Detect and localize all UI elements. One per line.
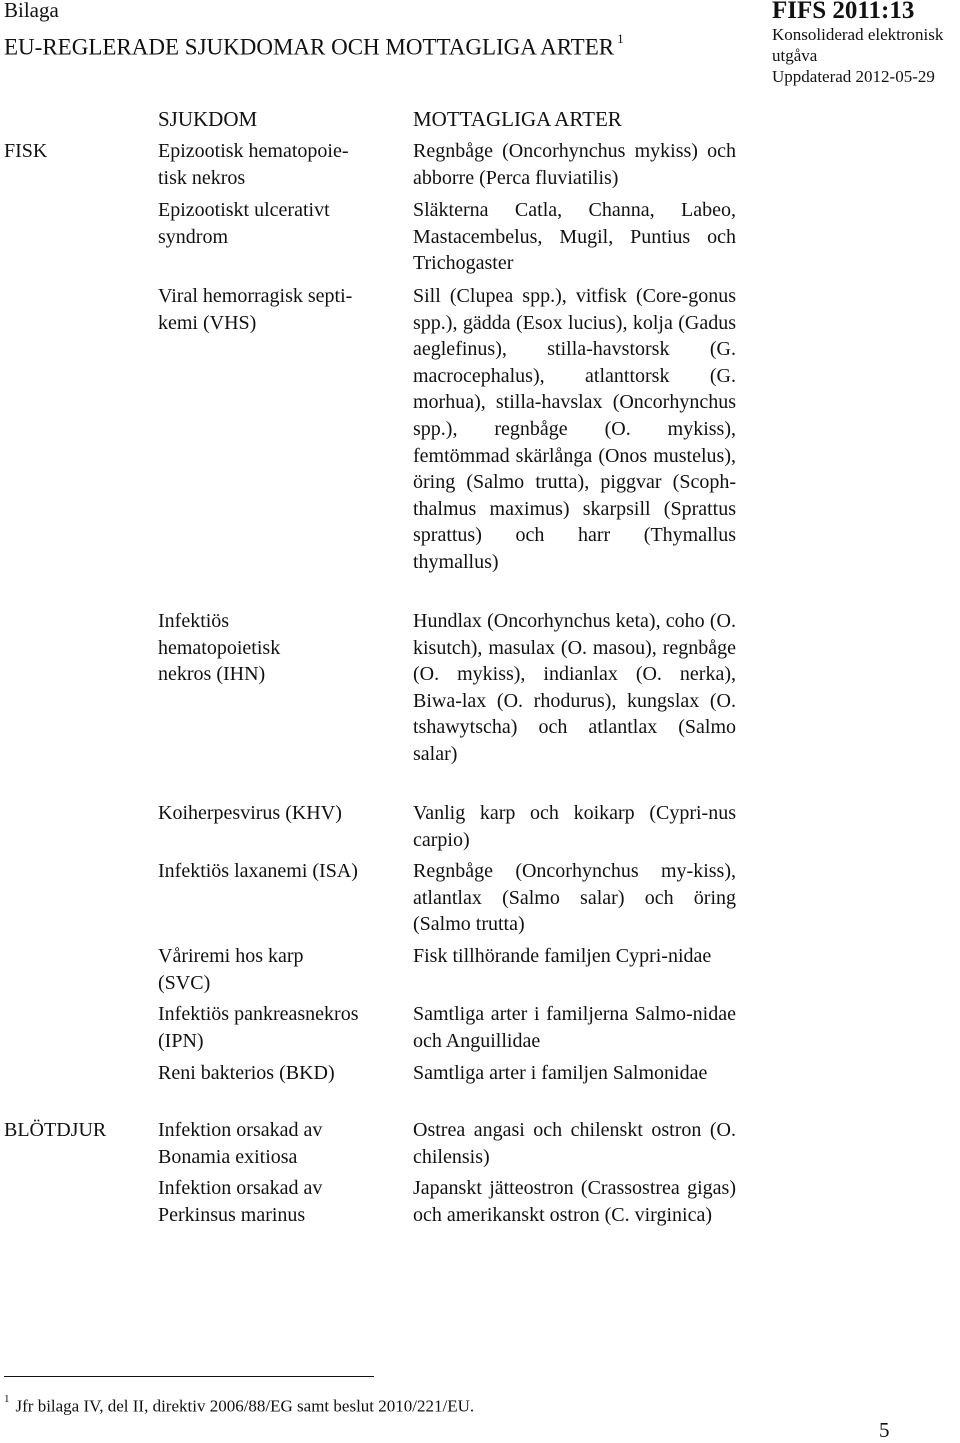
table-cell-disease: Infektion orsakad av Perkinsus marinus <box>158 1177 323 1226</box>
table-cell-disease: Våriremi hos karp (SVC) <box>158 945 304 994</box>
table-cell-species: Japanskt jätteostron (Crassostrea gigas) och amerikanskt ostron (C. virginica) <box>413 1177 736 1226</box>
table-cell-species: Samtliga arter i familjerna Salmo-nidae och Anguillidae <box>413 1003 736 1052</box>
table-cell-disease: Infektiös laxanemi (ISA) <box>158 860 358 882</box>
table-cell-species: Regnbåge (Oncorhynchus mykiss) och abborre (Perca fluviatilis) <box>413 140 736 189</box>
updated-date: Uppdaterad 2012-05-29 <box>772 67 935 86</box>
table-cell-species: Samtliga arter i familjen Salmonidae <box>413 1062 708 1084</box>
table-cell-species: Fisk tillhörande familjen Cypri-nidae <box>413 945 712 967</box>
table-cell-disease: Epizootisk hematopoie- tisk nekros <box>158 140 349 189</box>
table-cell-species: Hundlax (Oncorhynchus keta), coho (O. kisutch), masulax (O. masou), regnbåge (O. mykiss), indianlax (O. nerka), Biwa-lax (O. rhodurus), kungslax (O. tshawytscha) och atlantlax (Salmo salar) <box>413 610 736 765</box>
fifs-number: FIFS 2011:13 <box>772 0 915 24</box>
footnote-divider <box>4 1376 374 1377</box>
table-cell-disease: Infektiös pankreasnekros (IPN) <box>158 1003 359 1052</box>
table-cell-category: FISK <box>4 140 48 162</box>
table-cell-disease: Epizootiskt ulcerativt syndrom <box>158 199 330 248</box>
table-cell-disease: Reni bakterios (BKD) <box>158 1062 335 1084</box>
table-cell-disease: Infektiös hematopoietisk nekros (IHN) <box>158 610 281 686</box>
bilaga-label: Bilaga <box>4 0 59 22</box>
table-cell-disease: Koiherpesvirus (KHV) <box>158 802 342 824</box>
footnote <box>4 1391 474 1418</box>
page-number: 5 <box>879 1418 890 1442</box>
column-header-disease: SJUKDOM <box>158 107 258 131</box>
table-cell-species: Regnbåge (Oncorhynchus my-kiss), atlantlax (Salmo salar) och öring (Salmo trutta) <box>413 860 736 936</box>
table-cell-species: Vanlig karp och koikarp (Cypri-nus carpio) <box>413 802 736 851</box>
page-title-text: EU-REGLERADE SJUKDOMAR OCH MOTTAGLIGA ARTER <box>4 34 615 60</box>
footnote-ref[interactable]: 1 <box>617 31 624 46</box>
table-cell-species: Släkterna Catla, Channa, Labeo, Mastacembelus, Mugil, Puntius och Trichogaster <box>413 199 736 275</box>
table-cell-species: Sill (Clupea spp.), vitfisk (Core-gonus spp.), gädda (Esox lucius), kolja (Gadus aeglefinus), stilla-havstorsk (G. macrocephalus), atlanttorsk (G. morhua), stilla-havslax (Oncorhynchus spp.), regnbåge (O. mykiss), femtömmad skärlånga (Onos mustelus), öring (Salmo trutta), piggvar (Scoph-thalmus maximus) skarpsill (Sprattus sprattus) och harr (Thymallus thymallus) <box>413 285 736 573</box>
table-cell-category: BLÖTDJUR <box>4 1119 107 1141</box>
document-info-block <box>772 0 960 87</box>
edition-note: utgåva <box>772 46 818 65</box>
footnote-text: Jfr bilaga IV, del II, direktiv 2006/88/EG samt beslut 2010/221/EU. <box>15 1396 475 1416</box>
page-title <box>4 31 624 61</box>
table-cell-species: Ostrea angasi och chilenskt ostron (O. chilensis) <box>413 1119 736 1168</box>
footnote-number: 1 <box>4 1393 10 1405</box>
table-cell-disease: Viral hemorragisk septi- kemi (VHS) <box>158 285 353 334</box>
table-cell-disease: Infektion orsakad av Bonamia exitiosa <box>158 1119 323 1168</box>
column-header-species: MOTTAGLIGA ARTER <box>413 107 622 131</box>
consolidated-note: Konsoliderad elektronisk <box>772 25 944 44</box>
